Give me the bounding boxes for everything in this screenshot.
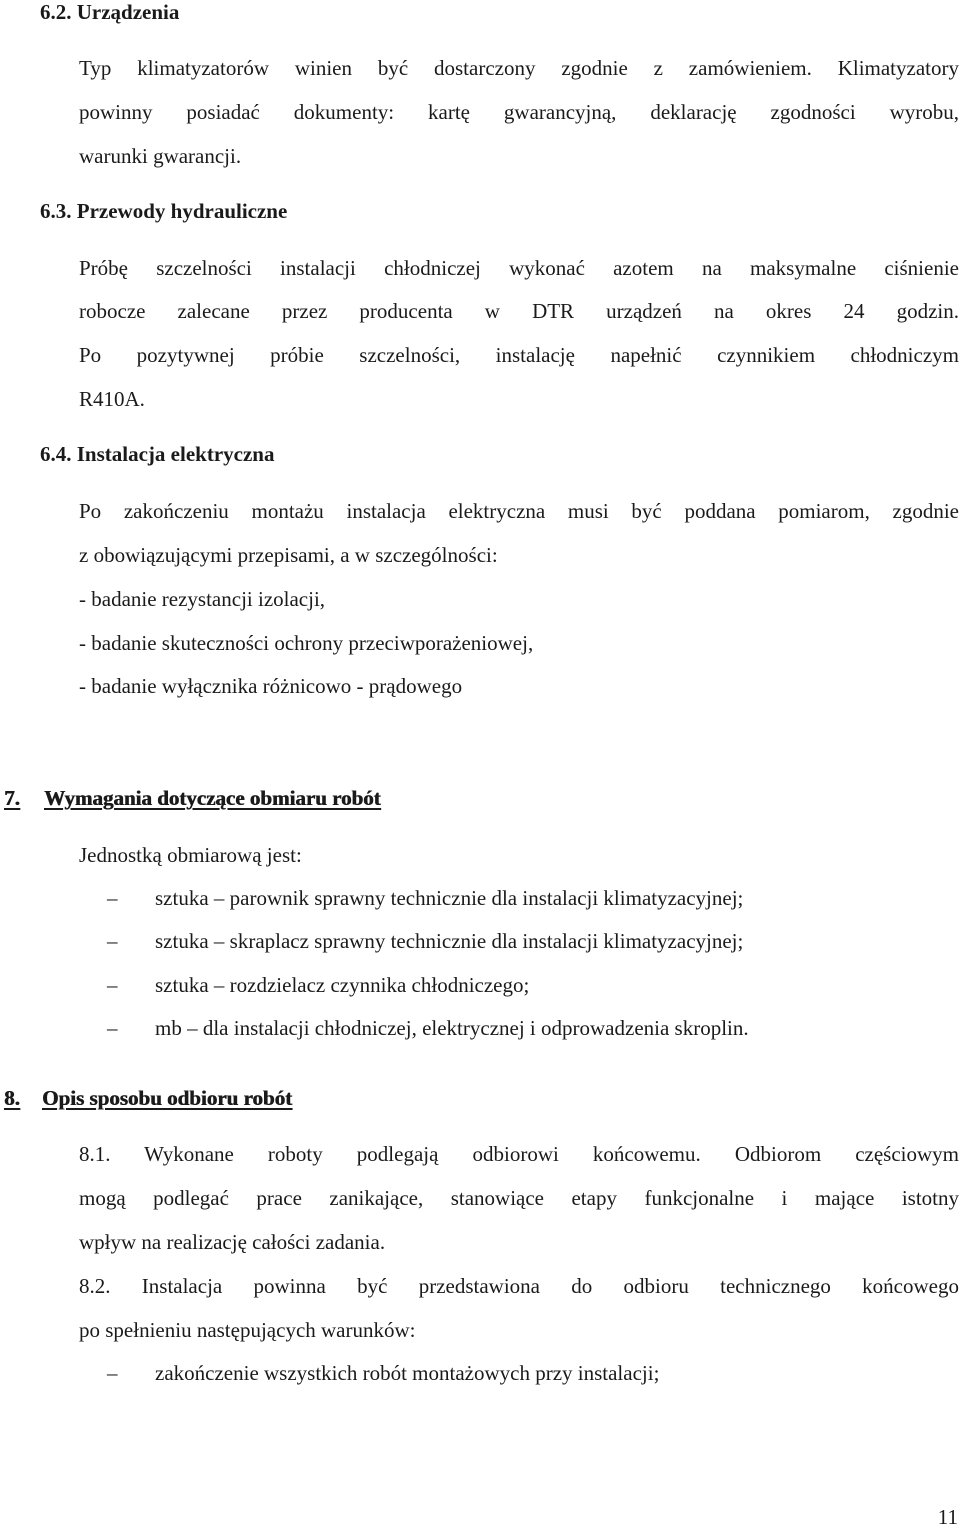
list-item: zakończenie wszystkich robót montażowych przy instalacji; [155, 1361, 660, 1385]
paragraph-line: z obowiązującymi przepisami, a w szczególności: [79, 543, 498, 567]
paragraph-line: 8.2. Instalacja powinna być przedstawiona do odbioru technicznego końcowego [79, 1274, 959, 1298]
section-heading-8: Opis sposobu odbioru robót [42, 1086, 292, 1110]
dash-bullet: – [107, 1361, 118, 1385]
list-item: - badanie wyłącznika różnicowo - prądowego [79, 674, 463, 698]
section-heading-6-2: 6.2. Urządzenia [40, 0, 180, 24]
dash-bullet: – [107, 886, 118, 910]
list-item: sztuka – rozdzielacz czynnika chłodniczego; [155, 973, 530, 997]
dash-bullet: – [107, 1016, 118, 1040]
section-heading-6-4: 6.4. Instalacja elektryczna [40, 442, 275, 466]
list-item: - badanie rezystancji izolacji, [79, 587, 326, 611]
paragraph-line: warunki gwarancji. [79, 144, 242, 168]
paragraph-line: Próbę szczelności instalacji chłodniczej wykonać azotem na maksymalne ciśnienie [79, 256, 959, 280]
paragraph-line: Typ klimatyzatorów winien być dostarczony zgodnie z zamówieniem. Klimatyzatory [79, 56, 959, 80]
paragraph-line: Po pozytywnej próbie szczelności, instalację napełnić czynnikiem chłodniczym [79, 343, 959, 367]
paragraph-line: Jednostką obmiarową jest: [79, 843, 302, 867]
paragraph-line: 8.1. Wykonane roboty podlegają odbiorowi końcowemu. Odbiorom częściowym [79, 1142, 959, 1166]
section-number-7: 7. [4, 786, 20, 810]
paragraph-line: wpływ na realizację całości zadania. [79, 1230, 386, 1254]
dash-bullet: – [107, 973, 118, 997]
page-number: 11 [937, 1505, 958, 1529]
section-heading-7: Wymagania dotyczące obmiaru robót [44, 786, 381, 810]
paragraph-line: mogą podlegać prace zanikające, stanowiące etapy funkcjonalne i mające istotny [79, 1186, 959, 1210]
dash-bullet: – [107, 929, 118, 953]
paragraph-line: robocze zalecane przez producenta w DTR urządzeń na okres 24 godzin. [79, 299, 959, 323]
section-heading-6-3: 6.3. Przewody hydrauliczne [40, 199, 288, 223]
paragraph-line: po spełnieniu następujących warunków: [79, 1318, 416, 1342]
list-item: sztuka – parownik sprawny technicznie dla instalacji klimatyzacyjnej; [155, 886, 744, 910]
list-item: - badanie skuteczności ochrony przeciwporażeniowej, [79, 631, 534, 655]
paragraph-line: Po zakończeniu montażu instalacja elektryczna musi być poddana pomiarom, zgodnie [79, 499, 959, 523]
paragraph-line: powinny posiadać dokumenty: kartę gwarancyjną, deklarację zgodności wyrobu, [79, 100, 959, 124]
list-item: sztuka – skraplacz sprawny technicznie dla instalacji klimatyzacyjnej; [155, 929, 744, 953]
paragraph-line: R410A. [79, 387, 145, 411]
list-item: mb – dla instalacji chłodniczej, elektrycznej i odprowadzenia skroplin. [155, 1016, 749, 1040]
section-number-8: 8. [4, 1086, 20, 1110]
